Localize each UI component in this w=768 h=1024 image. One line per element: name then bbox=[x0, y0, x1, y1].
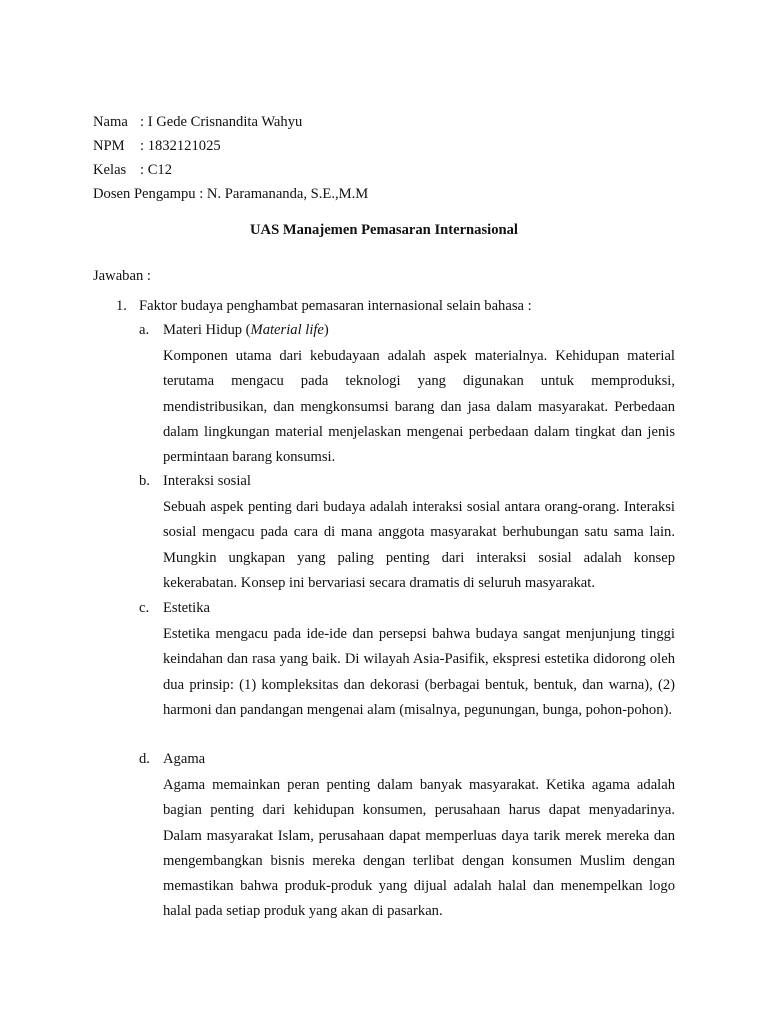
item-letter: b. bbox=[139, 473, 150, 489]
item-heading: Interaksi sosial bbox=[163, 473, 251, 489]
item-letter: a. bbox=[139, 322, 150, 338]
item-letter: d. bbox=[139, 751, 150, 767]
item-heading: Materi Hidup ( bbox=[163, 322, 251, 338]
item-a-body: Komponen utama dari kebudayaan adalah aspek materialnya. Kehidupan material terutama mengacu pada teknologi yang digunakan untuk memproduksi, mendistribusikan, dan mengkonsumsi barang dan jasa dalam masyarakat. Perbedaan dalam lingkungan material menjelaskan mengenai perbedaan dalam tingkat dan jenis permintaan barang konsumsi. bbox=[163, 348, 675, 466]
item-c-body: Estetika mengacu pada ide-ide dan persepsi bahwa budaya sangat menjunjung tinggi keindahan dan rasa yang baik. Di wilayah Asia-Pasifik, ekspresi estetika didorong oleh dua prinsip: (1) kompleksitas dan dekorasi (berbagai bentuk, bentuk, dan warna), (2) harmoni dan pandangan mengenai alam (misalnya, pegunungan, bunga, pohon-pohon). bbox=[163, 626, 675, 718]
question-text: Faktor budaya penghambat pemasaran internasional selain bahasa : bbox=[139, 298, 532, 314]
question-1 bbox=[116, 294, 532, 318]
item-letter: c. bbox=[139, 600, 150, 616]
npm-row bbox=[93, 134, 368, 158]
dosen-value: : N. Paramananda, S.E.,M.M bbox=[199, 186, 369, 202]
item-a-heading bbox=[139, 318, 329, 342]
kelas-value: : C12 bbox=[140, 162, 173, 178]
item-heading: Agama bbox=[163, 751, 206, 767]
npm-label: NPM bbox=[93, 138, 125, 154]
kelas-label: Kelas bbox=[93, 162, 127, 178]
item-d-body: Agama memainkan peran penting dalam banyak masyarakat. Ketika agama adalah bagian penting dari kehidupan konsumen, perusahaan harus dapat menyadarinya. Dalam masyarakat Islam, perusahaan dapat memperluas daya tarik merek mereka dan mengembangkan bisnis mereka dengan terlibat dengan konsumen Muslim dengan memastikan bahwa produk-produk yang dijual adalah halal dan menempelkan logo halal pada setiap produk yang akan di pasarkan. bbox=[163, 777, 675, 920]
item-b-heading bbox=[139, 469, 251, 493]
dosen-row bbox=[93, 182, 368, 206]
item-heading-end: ) bbox=[323, 322, 329, 338]
question-number: 1. bbox=[116, 298, 127, 314]
nama-label: Nama bbox=[93, 114, 128, 130]
student-info bbox=[93, 110, 368, 206]
nama-value: : I Gede Crisnandita Wahyu bbox=[140, 114, 303, 130]
item-b-body: Sebuah aspek penting dari budaya adalah interaksi sosial antara orang-orang. Interaksi sosial mengacu pada cara di mana anggota masyarakat berhubungan satu sama lain. Mungkin ungkapan yang paling penting dari interaksi sosial adalah konsep kekerabatan. Konsep ini bervariasi secara dramatis di seluruh masyarakat. bbox=[163, 499, 675, 591]
jawaban-label: Jawaban : bbox=[93, 268, 151, 284]
document-title: UAS Manajemen Pemasaran Internasional bbox=[250, 222, 518, 238]
item-c-heading bbox=[139, 596, 210, 620]
npm-value: : 1832121025 bbox=[140, 138, 221, 154]
dosen-label: Dosen Pengampu bbox=[93, 186, 196, 202]
nama-row bbox=[93, 110, 368, 134]
item-heading-italic: Material life bbox=[250, 322, 324, 338]
kelas-row bbox=[93, 158, 368, 182]
item-heading: Estetika bbox=[163, 600, 211, 616]
item-d-heading bbox=[139, 747, 205, 771]
